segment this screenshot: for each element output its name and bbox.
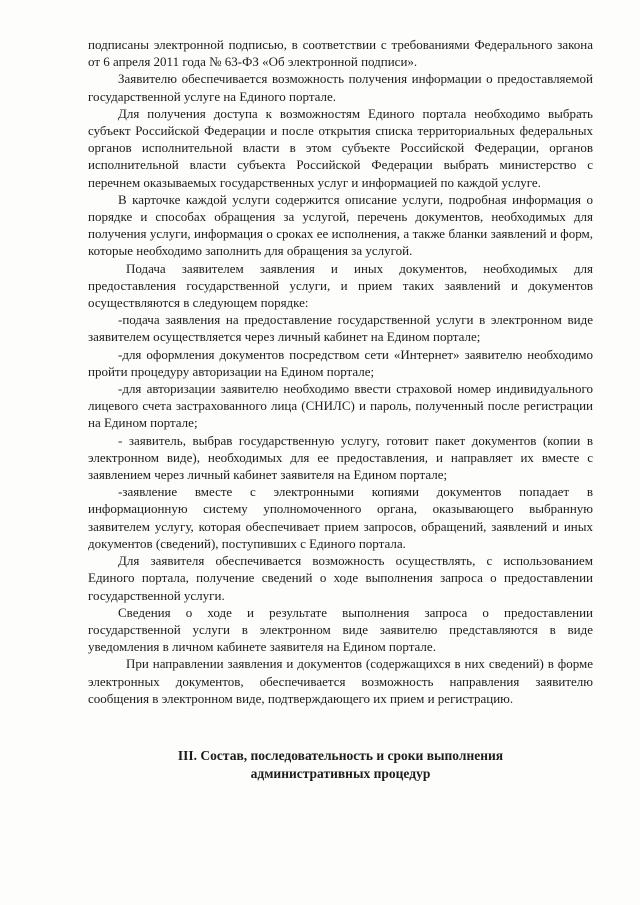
paragraph-4: В карточке каждой услуги содержится описание услуги, подробная информация о порядке и способах обращения за услугой, перечень документов, необходимых для получения услуги, информация о сроках ее исполнения, а также бланки заявлений и форм, которые необходимо заполнить для обращения за услугой.	[88, 191, 593, 259]
paragraph-7: Сведения о ходе и результате выполнения запроса о предоставлении государственной услуги в электронном виде заявителю представляются в виде уведомления в личном кабинете заявителя на Едином портале.	[88, 604, 593, 655]
section-heading	[88, 747, 593, 783]
paragraph-6: Для заявителя обеспечивается возможность осуществлять, с использованием Единого портала, получение сведений о ходе выполнения запроса о предоставлении государственной услуги.	[88, 553, 593, 603]
paragraph-2: Заявителю обеспечивается возможность получения информации о предоставляемой государственной услуге на Единого портале.	[88, 71, 593, 104]
paragraph-1: подписаны электронной подписью, в соответствии с требованиями Федерального закона от 6 апреля 2011 года № 63-ФЗ «Об электронной подписи».	[88, 37, 593, 70]
list-item-3: -для авторизации заявителю необходимо ввести страховой номер индивидуального лицевого счета застрахованного лица (СНИЛС) и пароль, полученный после регистрации на Едином портале;	[88, 381, 593, 431]
list-item-2: -для оформления документов посредством сети «Интернет» заявителю необходимо пройти процедуру авторизации на Едином портале;	[88, 346, 593, 379]
paragraph-3: Для получения доступа к возможностям Единого портала необходимо выбрать субъект Российской Федерации и после открытия списка территориальных федеральных органов исполнительной власти в этом субъекте Российской Федерации, органов исполнительной власти субъекта Российской Федерации выбрать министерство с перечнем оказываемых государственных услуг и информацией по каждой услуге.	[88, 105, 593, 190]
section-heading-line-2: административных процедур	[250, 765, 431, 781]
paragraph-5: Подача заявителем заявления и иных документов, необходимых для предоставления государственной услуги, и прием таких заявлений и документов осуществляются в следующем порядке:	[88, 260, 593, 311]
document-body	[88, 36, 593, 783]
list-item-5: -заявление вместе с электронными копиями документов попадает в информационную систему уполномоченного органа, оказывающего выбранную заявителем услугу, которая обеспечивает прием запросов, обращений, заявлений и иных документов (сведений), поступивших с Единого портала.	[88, 484, 593, 551]
section-heading-line-1: III. Состав, последовательность и сроки выполнения	[177, 747, 504, 763]
paragraph-8: При направлении заявления и документов (содержащихся в них сведений) в форме электронных документов, обеспечивается возможность направления заявителю сообщения в электронном виде, подтверждающего их прием и регистрацию.	[88, 656, 593, 706]
list-item-4: - заявитель, выбрав государственную услугу, готовит пакет документов (копии в электронном виде), необходимых для ее предоставления, и направляет их вместе с заявлением через личный кабинет заявителя на Едином портале;	[88, 432, 593, 483]
list-item-1: -подача заявления на предоставление государственной услуги в электронном виде заявителем осуществляется через личный кабинет на Едином портале;	[88, 312, 593, 345]
